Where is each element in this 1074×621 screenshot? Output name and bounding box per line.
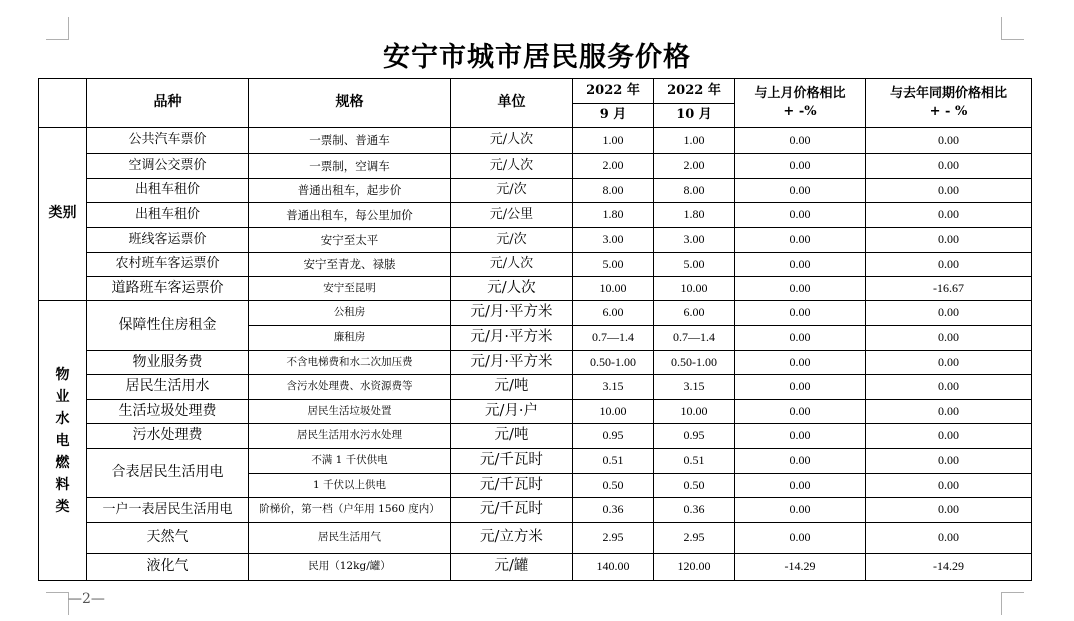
- item-cell: 公共汽车票价: [87, 128, 249, 154]
- sep-value: 0.36: [573, 498, 654, 523]
- yoy-value: 0.00: [866, 128, 1032, 154]
- sep-value: 2.00: [573, 154, 654, 179]
- oct-value: 0.50-1.00: [654, 351, 735, 375]
- category-char: 业: [55, 388, 70, 405]
- oct-value: 3.15: [654, 375, 735, 400]
- table-row: [39, 253, 1032, 277]
- yoy-value: 0.00: [866, 228, 1032, 253]
- mom-value: -14.29: [735, 554, 866, 581]
- category-char: 水: [55, 410, 70, 427]
- item-header: 品种: [87, 79, 249, 128]
- category-char: 燃: [55, 454, 70, 471]
- item-cell: 物业服务费: [87, 351, 249, 375]
- sep-value: 8.00: [573, 179, 654, 203]
- spec-cell: 普通出租车，每公里加价: [249, 203, 451, 228]
- item-cell: 出租车租价: [87, 203, 249, 228]
- yoy-value: 0.00: [866, 351, 1032, 375]
- oct-value: 5.00: [654, 253, 735, 277]
- table-row: [39, 203, 1032, 228]
- yoy-value: 0.00: [866, 154, 1032, 179]
- category-transport: 类别: [39, 128, 87, 301]
- sep-value: 3.00: [573, 228, 654, 253]
- spec-cell: 廉租房: [249, 326, 451, 351]
- spec-cell: 不含电梯费和水二次加压费: [249, 351, 451, 375]
- table-row: [39, 179, 1032, 203]
- mom-value: 0.00: [735, 375, 866, 400]
- sep-value: 10.00: [573, 277, 654, 301]
- yoy-header-line1: 与去年同期价格相比: [889, 86, 1007, 102]
- table-row: [39, 228, 1032, 253]
- mom-value: 0.00: [735, 498, 866, 523]
- oct-value: 2.00: [654, 154, 735, 179]
- table-row: [39, 498, 1032, 523]
- item-cell: 空调公交票价: [87, 154, 249, 179]
- item-cell: 农村班车客运票价: [87, 253, 249, 277]
- item-cell: 居民生活用水: [87, 375, 249, 400]
- mom-value: 0.00: [735, 424, 866, 449]
- mom-value: 0.00: [735, 179, 866, 203]
- sep-value: 3.15: [573, 375, 654, 400]
- sep-value: 1.80: [573, 203, 654, 228]
- page-corner-mark: [1001, 17, 1024, 40]
- mom-value: 0.00: [735, 326, 866, 351]
- sep-value: 2.95: [573, 523, 654, 554]
- unit-cell: 元/公里: [451, 203, 573, 228]
- oct-value: 3.00: [654, 228, 735, 253]
- spec-cell: 安宁至太平: [249, 228, 451, 253]
- oct-value: 10.00: [654, 277, 735, 301]
- table-row: [39, 375, 1032, 400]
- unit-cell: 元/月·平方米: [451, 351, 573, 375]
- unit-cell: 元/月·平方米: [451, 301, 573, 326]
- table-row: [39, 128, 1032, 154]
- spec-cell: 居民生活用水污水处理: [249, 424, 451, 449]
- spec-cell: 一票制、普通车: [249, 128, 451, 154]
- unit-cell: 元/千瓦时: [451, 449, 573, 474]
- yoy-value: 0.00: [866, 449, 1032, 474]
- table-row: [39, 154, 1032, 179]
- header-row: [39, 79, 1032, 104]
- item-cell: 一户一表居民生活用电: [87, 498, 249, 523]
- oct-value: 1.00: [654, 128, 735, 154]
- mom-header-line1: 与上月价格相比: [754, 86, 846, 102]
- mom-value: 0.00: [735, 128, 866, 154]
- yoy-value: 0.00: [866, 179, 1032, 203]
- mom-value: 0.00: [735, 301, 866, 326]
- spec-cell: 阶梯价，第一档（户年用 1560 度内）: [249, 498, 451, 523]
- sep-value: 0.50: [573, 474, 654, 498]
- unit-cell: 元/人次: [451, 253, 573, 277]
- unit-cell: 元/人次: [451, 277, 573, 301]
- table-row: [39, 523, 1032, 554]
- table-row: [39, 301, 1032, 326]
- mom-value: 0.00: [735, 523, 866, 554]
- spec-header: 规格: [249, 79, 451, 128]
- category-header-cell: [39, 79, 87, 128]
- unit-cell: 元/人次: [451, 154, 573, 179]
- sep-value: 0.51: [573, 449, 654, 474]
- sep-value: 10.00: [573, 400, 654, 424]
- unit-cell: 元/千瓦时: [451, 474, 573, 498]
- item-cell: 天然气: [87, 523, 249, 554]
- table-row: [39, 449, 1032, 474]
- mom-value: 0.00: [735, 474, 866, 498]
- oct-value: 0.50: [654, 474, 735, 498]
- unit-cell: 元/立方米: [451, 523, 573, 554]
- oct-value: 0.7—1.4: [654, 326, 735, 351]
- spec-cell: 安宁至青龙、禄脿: [249, 253, 451, 277]
- yoy-value: 0.00: [866, 301, 1032, 326]
- yoy-value: 0.00: [866, 253, 1032, 277]
- spec-cell: 居民生活用气: [249, 523, 451, 554]
- item-cell: 液化气: [87, 554, 249, 581]
- item-cell: 班线客运票价: [87, 228, 249, 253]
- sep-month-header: 9 月: [573, 104, 654, 128]
- table-row: [39, 277, 1032, 301]
- sep-value: 1.00: [573, 128, 654, 154]
- oct-value: 2.95: [654, 523, 735, 554]
- yoy-header: [866, 79, 1032, 128]
- mom-header: [735, 79, 866, 128]
- oct-value: 120.00: [654, 554, 735, 581]
- unit-cell: 元/月·平方米: [451, 326, 573, 351]
- unit-header: 单位: [451, 79, 573, 128]
- unit-cell: 元/罐: [451, 554, 573, 581]
- oct-value: 0.51: [654, 449, 735, 474]
- sep-value: 6.00: [573, 301, 654, 326]
- unit-cell: 元/千瓦时: [451, 498, 573, 523]
- oct-value: 6.00: [654, 301, 735, 326]
- table-row: [39, 400, 1032, 424]
- page-title: 安宁市城市居民服务价格: [383, 42, 691, 73]
- page-number: —2—: [68, 591, 105, 607]
- mom-value: 0.00: [735, 351, 866, 375]
- yoy-value: 0.00: [866, 326, 1032, 351]
- sep-value: 0.95: [573, 424, 654, 449]
- spec-cell: 一票制，空调车: [249, 154, 451, 179]
- spec-cell: 安宁至昆明: [249, 277, 451, 301]
- category-char: 物: [55, 366, 70, 383]
- spec-cell: 不满 1 千伏供电: [249, 449, 451, 474]
- mom-value: 0.00: [735, 400, 866, 424]
- item-cell: 出租车租价: [87, 179, 249, 203]
- unit-cell: 元/月·户: [451, 400, 573, 424]
- sep-value: 0.7—1.4: [573, 326, 654, 351]
- mom-value: 0.00: [735, 203, 866, 228]
- unit-cell: 元/吨: [451, 424, 573, 449]
- item-cell: 污水处理费: [87, 424, 249, 449]
- yoy-value: -16.67: [866, 277, 1032, 301]
- category-char: 料: [55, 476, 70, 493]
- mom-value: 0.00: [735, 449, 866, 474]
- sep-value: 140.00: [573, 554, 654, 581]
- mom-value: 0.00: [735, 253, 866, 277]
- sep-year-header: 2022 年: [573, 79, 654, 104]
- unit-cell: 元/吨: [451, 375, 573, 400]
- item-cell: 合表居民生活用电: [87, 449, 249, 498]
- oct-year-header: 2022 年: [654, 79, 735, 104]
- oct-month-header: 10 月: [654, 104, 735, 128]
- table-row: [39, 554, 1032, 581]
- page-corner-mark: [46, 17, 69, 40]
- spec-cell: 居民生活垃圾处置: [249, 400, 451, 424]
- yoy-value: 0.00: [866, 474, 1032, 498]
- yoy-value: 0.00: [866, 400, 1032, 424]
- category-utilities: [39, 301, 87, 581]
- unit-cell: 元/次: [451, 228, 573, 253]
- price-table: [38, 78, 1032, 581]
- category-char: 电: [55, 432, 70, 449]
- yoy-header-line2: + - %: [929, 103, 968, 119]
- oct-value: 8.00: [654, 179, 735, 203]
- table-row: [39, 351, 1032, 375]
- spec-cell: 普通出租车，起步价: [249, 179, 451, 203]
- unit-cell: 元/人次: [451, 128, 573, 154]
- yoy-value: 0.00: [866, 498, 1032, 523]
- item-cell: 生活垃圾处理费: [87, 400, 249, 424]
- unit-cell: 元/次: [451, 179, 573, 203]
- mom-header-line2: + -%: [783, 103, 817, 119]
- yoy-value: -14.29: [866, 554, 1032, 581]
- oct-value: 0.36: [654, 498, 735, 523]
- yoy-value: 0.00: [866, 375, 1032, 400]
- item-cell: 道路班车客运票价: [87, 277, 249, 301]
- spec-cell: 公租房: [249, 301, 451, 326]
- table-row: [39, 424, 1032, 449]
- item-cell: 保障性住房租金: [87, 301, 249, 351]
- yoy-value: 0.00: [866, 424, 1032, 449]
- spec-cell: 民用（12kg/罐）: [249, 554, 451, 581]
- sep-value: 5.00: [573, 253, 654, 277]
- yoy-value: 0.00: [866, 523, 1032, 554]
- oct-value: 10.00: [654, 400, 735, 424]
- page-corner-mark: [1001, 592, 1024, 615]
- category-char: 类: [55, 498, 70, 515]
- oct-value: 0.95: [654, 424, 735, 449]
- oct-value: 1.80: [654, 203, 735, 228]
- mom-value: 0.00: [735, 154, 866, 179]
- page-corner-mark: [46, 592, 69, 615]
- yoy-value: 0.00: [866, 203, 1032, 228]
- mom-value: 0.00: [735, 277, 866, 301]
- sep-value: 0.50-1.00: [573, 351, 654, 375]
- mom-value: 0.00: [735, 228, 866, 253]
- spec-cell: 1 千伏以上供电: [249, 474, 451, 498]
- spec-cell: 含污水处理费、水资源费等: [249, 375, 451, 400]
